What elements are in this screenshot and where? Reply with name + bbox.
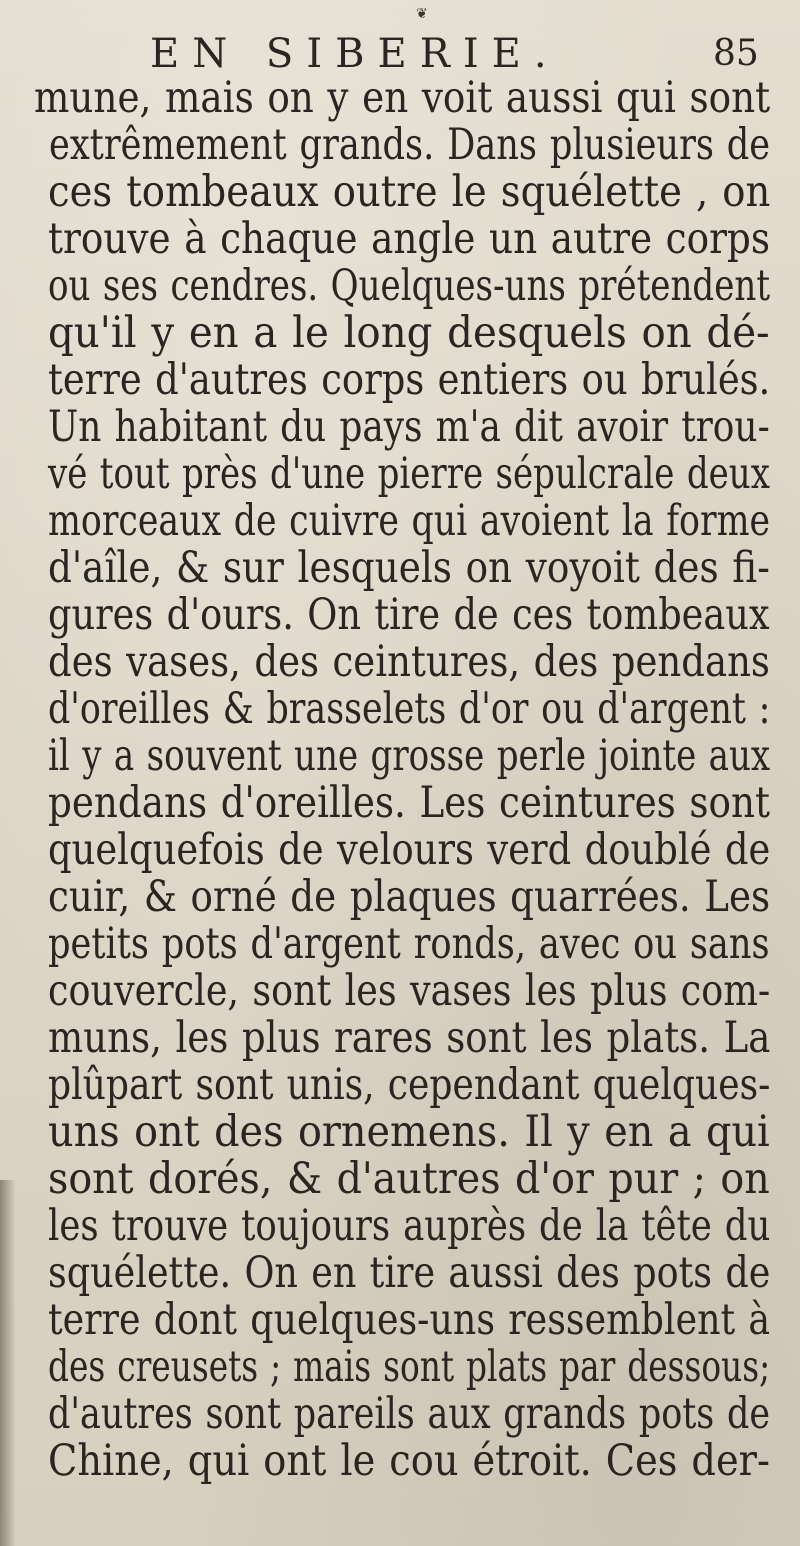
ornament-mark: ❦ (416, 6, 428, 22)
text-line: des creusets ; mais sont plats par dessous; (48, 1342, 771, 1392)
text-line: d'autres sont pareils aux grands pots de (48, 1389, 771, 1439)
text-line: mune, mais on y en voit aussi qui sont (34, 73, 771, 123)
text-line: muns, les plus rares sont les plats. La (48, 1013, 771, 1063)
binding-shadow (0, 1180, 16, 1546)
text-line: Chine, qui ont le cou étroit. Ces der- (48, 1436, 770, 1486)
page-number: 85 (713, 33, 759, 74)
text-line: ces tombeaux outre le squélette , on (48, 167, 771, 217)
text-line: gures d'ours. On tire de ces tombeaux (48, 590, 770, 640)
text-line: couvercle, sont les vases les plus com- (48, 966, 771, 1016)
text-line: cuir, & orné de plaques quarrées. Les (48, 872, 771, 922)
text-line: morceaux de cuivre qui avoient la forme (48, 496, 771, 546)
text-line: terre d'autres corps entiers ou brulés. (48, 355, 771, 405)
text-line: uns ont des ornemens. Il y en a qui (48, 1107, 770, 1157)
text-line: les trouve toujours auprès de la tête du (48, 1201, 771, 1251)
running-head (0, 31, 800, 77)
text-line: il y a souvent une grosse perle jointe aux (48, 731, 771, 781)
text-line: quelquefois de velours verd doublé de (48, 825, 771, 875)
text-line: extrêmement grands. Dans plusieurs de (49, 120, 771, 170)
text-line: pendans d'oreilles. Les ceintures sont (48, 778, 770, 828)
text-line: sont dorés, & d'autres d'or pur ; on (48, 1154, 770, 1204)
text-line: squélette. On en tire aussi des pots de (48, 1248, 771, 1298)
text-line: terre dont quelques-uns ressemblent à (48, 1295, 771, 1345)
running-title: EN SIBERIE. (150, 31, 560, 77)
text-line: des vases, des ceintures, des pendans (48, 637, 770, 687)
text-line: qu'il y en a le long desquels on dé- (48, 308, 770, 358)
text-line: d'aîle, & sur lesquels on voyoit des fi- (48, 543, 770, 593)
text-line: d'oreilles & brasselets d'or ou d'argent : (48, 684, 771, 734)
text-line: ou ses cendres. Quelques-uns prétendent (48, 261, 771, 311)
text-line: trouve à chaque angle un autre corps (48, 214, 771, 264)
text-line: petits pots d'argent ronds, avec ou sans (48, 919, 770, 969)
text-line: plûpart sont unis, cependant quelques- (48, 1060, 771, 1110)
text-line: vé tout près d'une pierre sépulcrale deux (48, 449, 770, 499)
text-line: Un habitant du pays m'a dit avoir trou- (48, 402, 770, 452)
